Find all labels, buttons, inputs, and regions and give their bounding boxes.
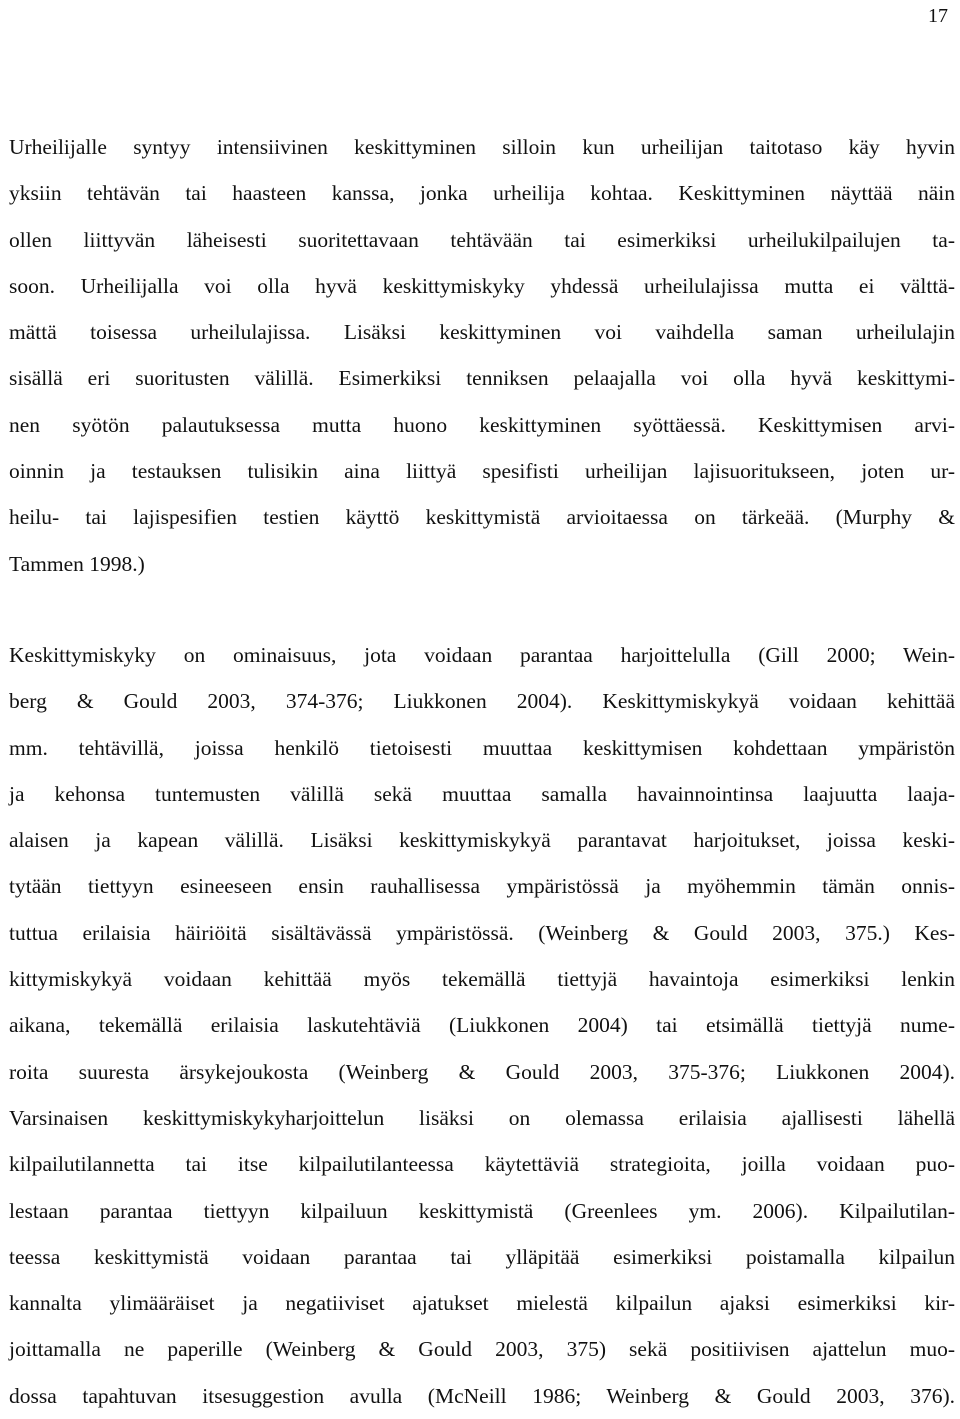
text-line: ollen liittyvän läheisesti suoritettavaan tehtävään tai esimerkiksi urheilukilpailujen ta- (9, 227, 955, 252)
text-line: yksiin tehtävän tai haasteen kanssa, jonka urheilija kohtaa. Keskittyminen näyttää näin (9, 181, 955, 206)
text-line: roita suuresta ärsykejoukosta (Weinberg & Gould 2003, 375-376; Liukkonen 2004). (9, 1059, 955, 1084)
text-line: alaisen ja kapean välillä. Lisäksi keskittymiskykyä parantavat harjoitukset, joissa keski- (9, 828, 955, 853)
paragraph-1 (9, 124, 955, 587)
text-line: teessa keskittymistä voidaan parantaa tai ylläpitää esimerkiksi poistamalla kilpailun (9, 1244, 955, 1269)
text-line: Varsinaisen keskittymiskykyharjoittelun lisäksi on olemassa erilaisia ajallisesti lähellä (9, 1105, 955, 1130)
text-line: oinnin ja testauksen tulisikin aina liittyä spesifisti urheilijan lajisuoritukseen, joten ur- (9, 459, 955, 484)
text-line: nen syötön palautuksessa mutta huono keskittyminen syöttäessä. Keskittymisen arvi- (9, 412, 955, 437)
text-line: mm. tehtävillä, joissa henkilö tietoisesti muuttaa keskittymisen kohdettaan ympäristön (9, 735, 955, 760)
text-line: lestaan parantaa tiettyyn kilpailuun keskittymistä (Greenlees ym. 2006). Kilpailutilan- (9, 1198, 955, 1223)
text-line: Tammen 1998.) (9, 551, 145, 576)
text-line: berg & Gould 2003, 374-376; Liukkonen 2004). Keskittymiskykyä voidaan kehittää (9, 689, 955, 714)
text-line: heilu- tai lajispesifien testien käyttö keskittymistä arvioitaessa on tärkeää. (Murphy & (9, 505, 955, 530)
text-line: tytään tiettyyn esineeseen ensin rauhallisessa ympäristössä ja myöhemmin tämän onnis- (9, 874, 955, 899)
paragraph-2 (9, 632, 955, 1419)
text-line: kannalta ylimääräiset ja negatiiviset ajatukset mielestä kilpailun ajaksi esimerkiksi kir- (9, 1291, 955, 1316)
text-line: mättä toisessa urheilulajissa. Lisäksi keskittyminen voi vaihdella saman urheilulajin (9, 320, 955, 345)
text-line: aikana, tekemällä erilaisia laskutehtäviä (Liukkonen 2004) tai etsimällä tiettyjä nume- (9, 1013, 955, 1038)
text-line: joittamalla ne paperille (Weinberg & Gould 2003, 375) sekä positiivisen ajattelun muo- (9, 1337, 955, 1362)
text-line: dossa tapahtuvan itsesuggestion avulla (McNeill 1986; Weinberg & Gould 2003, 376). (9, 1383, 955, 1408)
text-line: Urheilijalle syntyy intensiivinen keskittyminen silloin kun urheilijan taitotaso käy hyvin (9, 135, 955, 159)
text-line: ja kehonsa tuntemusten välillä sekä muuttaa samalla havainnointinsa laajuutta laaja- (9, 781, 955, 806)
text-line: Keskittymiskyky on ominaisuus, jota voidaan parantaa harjoittelulla (Gill 2000; Wein- (9, 643, 955, 667)
text-line: sisällä eri suoritusten välillä. Esimerkiksi tenniksen pelaajalla voi olla hyvä keskittymi- (9, 366, 955, 391)
text-line: kilpailutilannetta tai itse kilpailutilanteessa käytettäviä strategioita, joilla voidaan puo- (9, 1152, 955, 1177)
text-line: soon. Urheilijalla voi olla hyvä keskittymiskyky yhdessä urheilulajissa mutta ei välttä- (9, 273, 955, 298)
text-line: tuttua erilaisia häiriöitä sisältävässä ympäristössä. (Weinberg & Gould 2003, 375.) Kes- (9, 920, 955, 945)
page-number: 17 (928, 5, 948, 27)
text-line: kittymiskykyä voidaan kehittää myös tekemällä tiettyjä havaintoja esimerkiksi lenkin (9, 967, 955, 992)
